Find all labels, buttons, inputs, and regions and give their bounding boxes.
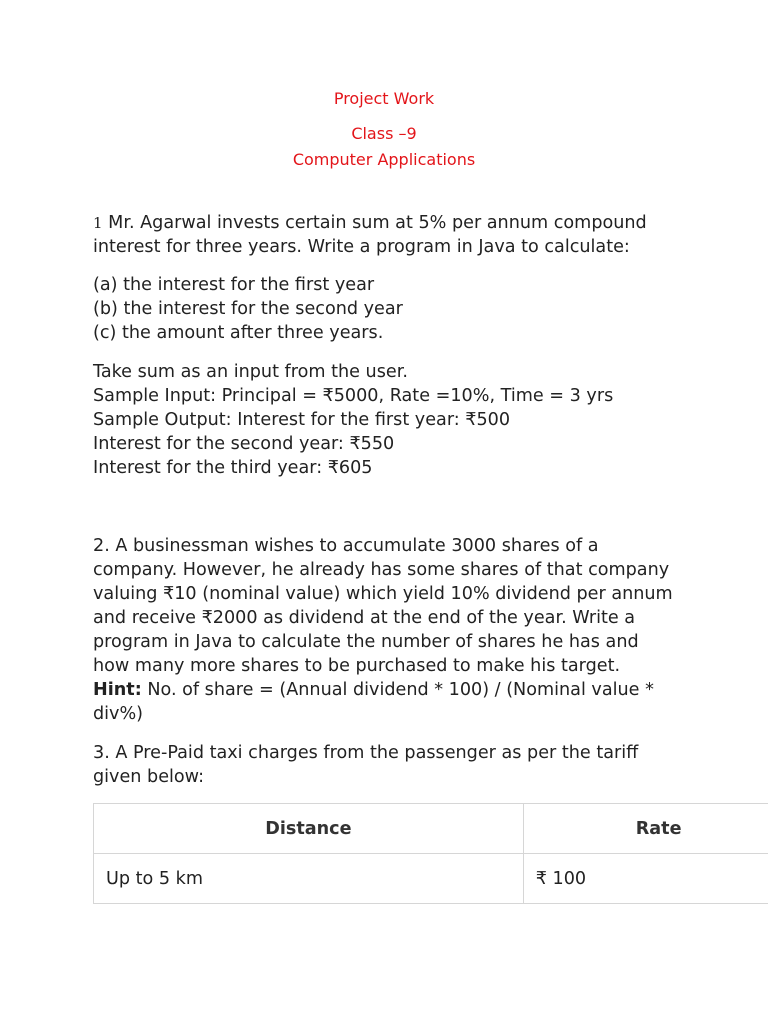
table-cell-rate: ₹ 100: [523, 854, 768, 904]
question-1-sample-line: Interest for the second year: ₹550: [93, 434, 395, 454]
question-1-sample-line: Take sum as an input from the user.: [93, 362, 408, 382]
question-1-line-2: interest for three years. Write a program in Java to calculate:: [93, 237, 630, 257]
table-row: [94, 854, 768, 904]
table-header-rate: Rate: [523, 804, 768, 854]
question-2-line: valuing ₹10 (nominal value) which yield 10% dividend per annum: [93, 584, 673, 604]
question-3-statement: [93, 741, 693, 789]
class-label: Class –9: [351, 124, 417, 143]
question-1-sample-line: Sample Output: Interest for the first year: ₹500: [93, 410, 511, 430]
project-title: Project Work: [333, 89, 435, 108]
question-1-sample: [93, 360, 693, 480]
question-1-sample-line: Interest for the third year: ₹605: [93, 458, 373, 478]
question-2-line: how many more shares to be purchased to make his target.: [93, 656, 621, 676]
question-1-part-c: (c) the amount after three years.: [93, 323, 384, 343]
question-1-part-b: (b) the interest for the second year: [93, 299, 403, 319]
question-1-statement: [93, 211, 693, 259]
question-1-line-1: Mr. Agarwal invests certain sum at 5% per annum compound: [108, 213, 647, 233]
table-cell-distance: Up to 5 km: [94, 854, 524, 904]
question-2-line: company. However, he already has some shares of that company: [93, 560, 670, 580]
question-2-line: program in Java to calculate the number of shares he has and: [93, 632, 639, 652]
question-1-number: 1: [93, 214, 103, 232]
question-2-statement: [93, 534, 693, 726]
table-header-row: [94, 804, 768, 854]
question-2-line: and receive ₹2000 as dividend at the end of the year. Write a: [93, 608, 636, 628]
question-3-line: 3. A Pre-Paid taxi charges from the passenger as per the tariff: [93, 743, 639, 763]
question-3-line: given below:: [93, 767, 205, 787]
question-2-hint: [93, 678, 693, 702]
tariff-table: [93, 803, 768, 904]
question-1-sample-line: Sample Input: Principal = ₹5000, Rate =10%, Time = 3 yrs: [93, 386, 614, 406]
question-1-parts: [93, 273, 693, 345]
table-header-distance: Distance: [94, 804, 524, 854]
hint-text: No. of share = (Annual dividend * 100) / (Nominal value *: [141, 680, 654, 700]
hint-continuation: div%): [93, 704, 144, 724]
question-1-part-a: (a) the interest for the first year: [93, 275, 375, 295]
question-2-line: 2. A businessman wishes to accumulate 3000 shares of a: [93, 536, 599, 556]
hint-label: Hint:: [93, 680, 142, 700]
subject-label: Computer Applications: [292, 150, 476, 169]
